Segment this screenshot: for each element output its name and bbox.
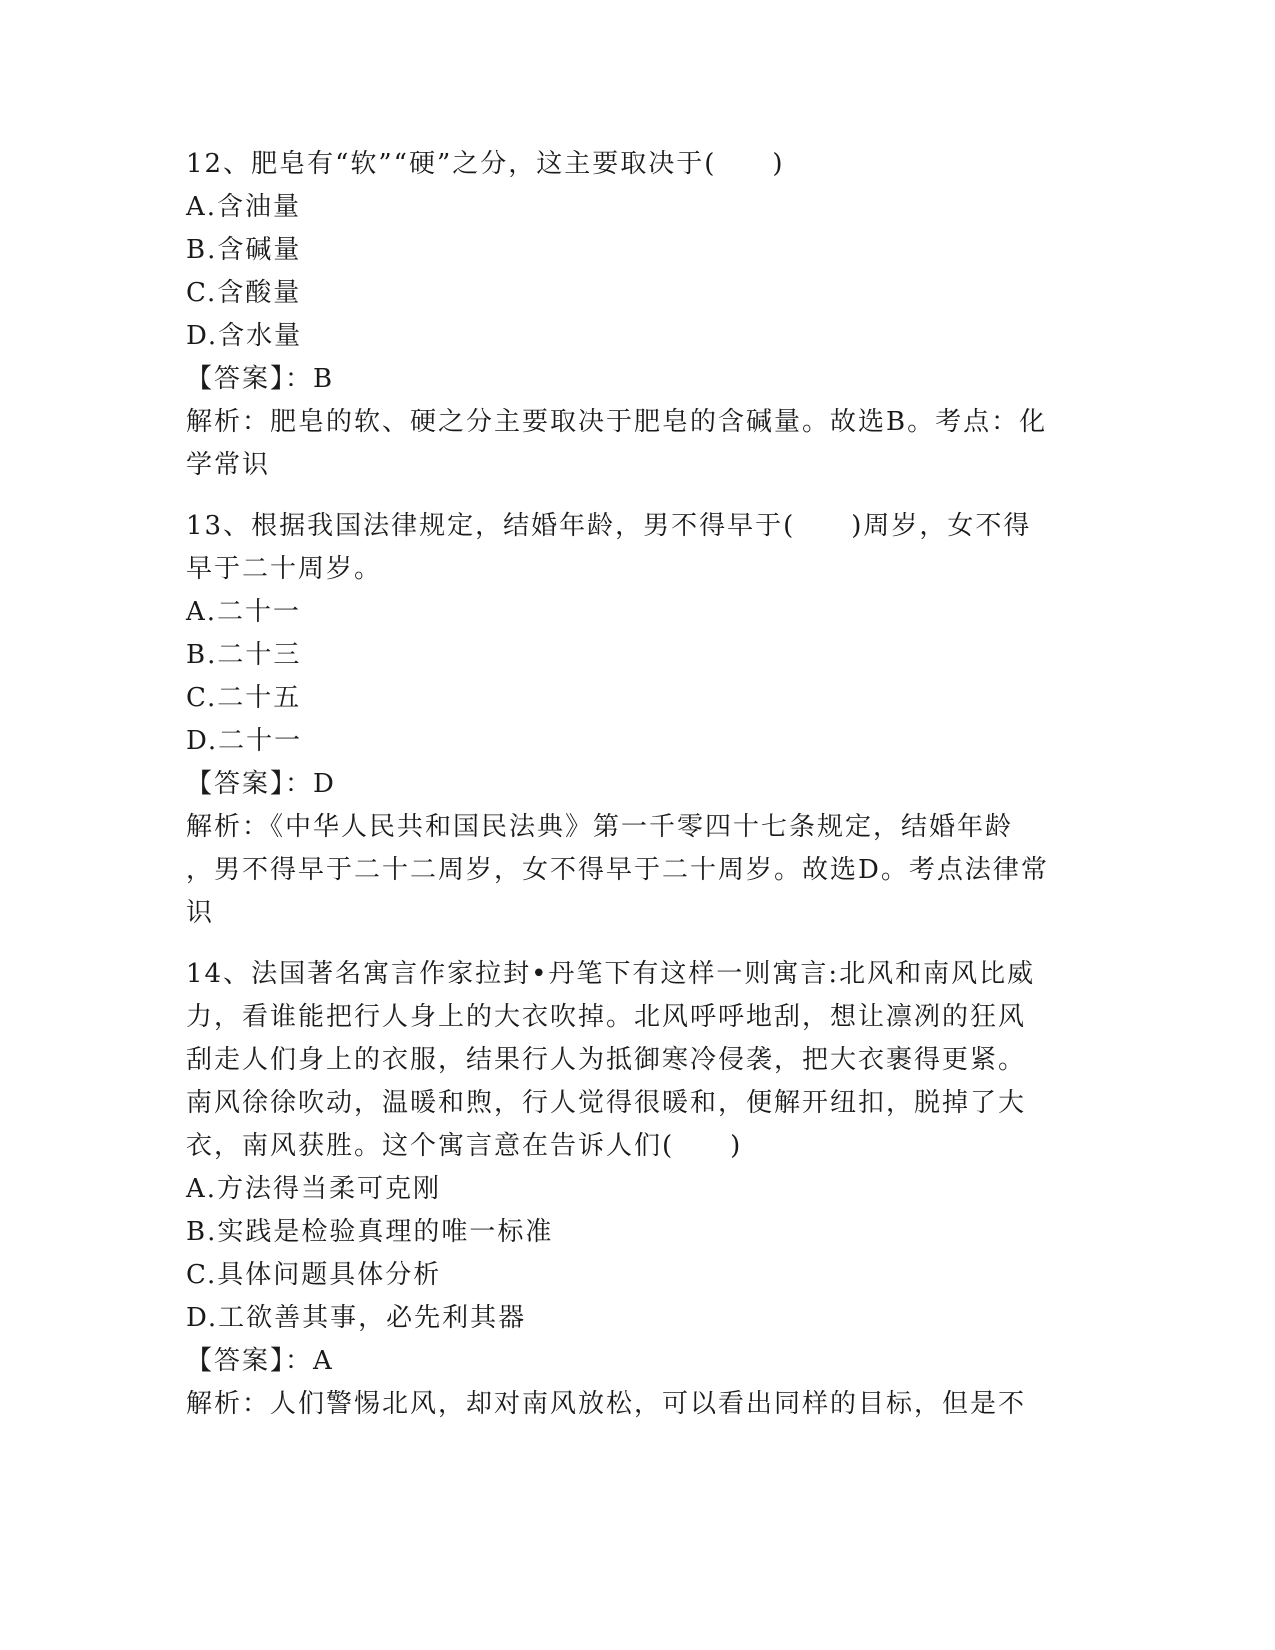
question-stem-line: 早于二十周岁。	[186, 554, 383, 584]
question-13	[186, 505, 1086, 935]
analysis-line: ，男不得早于二十二周岁，女不得早于二十周岁。故选D。考点法律常	[186, 855, 1049, 885]
option-a: A.二十一	[186, 597, 302, 627]
analysis-line: 解析：肥皂的软、硬之分主要取决于肥皂的含碱量。故选B。考点：化	[186, 407, 1048, 437]
question-spacer	[186, 487, 1086, 505]
question-list	[186, 143, 1086, 1426]
option-c: C.含酸量	[186, 278, 302, 308]
answer-line: 【答案】：B	[186, 364, 335, 394]
question-stem-line: 刮走人们身上的衣服，结果行人为抵御寒冷侵袭，把大衣裹得更紧。	[186, 1045, 1027, 1075]
question-12	[186, 143, 1086, 487]
option-a: A.含油量	[186, 192, 302, 222]
option-d: D.工欲善其事，必先利其器	[186, 1303, 527, 1333]
option-c: C.二十五	[186, 683, 302, 713]
analysis-line: 解析：人们警惕北风，却对南风放松，可以看出同样的目标，但是不	[186, 1389, 1027, 1419]
analysis-line: 学常识	[186, 450, 271, 480]
question-spacer	[186, 935, 1086, 953]
question-stem-line: 13、根据我国法律规定，结婚年龄，男不得早于( )周岁，女不得	[186, 511, 1032, 541]
question-stem-line: 南风徐徐吹动，温暖和煦，行人觉得很暖和，便解开纽扣，脱掉了大	[186, 1088, 1027, 1118]
option-d: D.含水量	[186, 321, 303, 351]
question-14	[186, 953, 1086, 1426]
analysis-line: 解析：《中华人民共和国民法典》第一千零四十七条规定，结婚年龄	[186, 812, 1014, 842]
option-a: A.方法得当柔可克刚	[186, 1174, 442, 1204]
option-b: B.二十三	[186, 640, 302, 670]
answer-line: 【答案】：A	[186, 1346, 334, 1376]
option-b: B.实践是检验真理的唯一标准	[186, 1217, 554, 1247]
option-d: D.二十一	[186, 726, 303, 756]
question-stem-line: 衣，南风获胜。这个寓言意在告诉人们( )	[186, 1131, 743, 1161]
analysis-line: 识	[186, 898, 215, 928]
question-stem-line: 力，看谁能把行人身上的大衣吹掉。北风呼呼地刮，想让凛冽的狂风	[186, 1002, 1027, 1032]
option-b: B.含碱量	[186, 235, 302, 265]
question-stem-line: 14、法国著名寓言作家拉封•丹笔下有这样一则寓言:北风和南风比威	[186, 959, 1036, 989]
question-stem-line: 12、肥皂有“软”“硬”之分，这主要取决于( )	[186, 149, 785, 179]
answer-line: 【答案】：D	[186, 769, 336, 799]
option-c: C.具体问题具体分析	[186, 1260, 442, 1290]
